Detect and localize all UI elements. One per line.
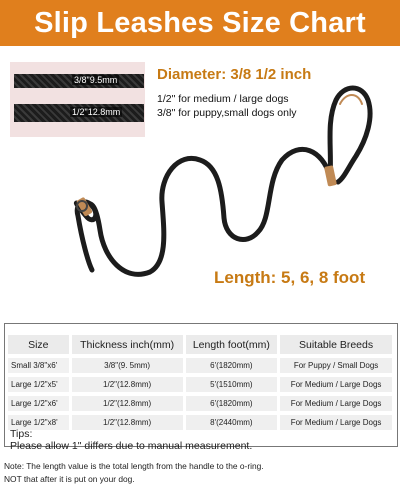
page-title: Slip Leashes Size Chart bbox=[34, 6, 366, 39]
tips-text: Please allow 1" differs due to manual measurement. bbox=[10, 440, 253, 452]
cell-thickness: 1/2"(12.8mm) bbox=[69, 377, 183, 392]
small-thickness-label: 3/8"9.5mm bbox=[74, 75, 118, 85]
leash-rope bbox=[84, 149, 330, 274]
diameter-note-small: 3/8" for puppy,small dogs only bbox=[157, 107, 297, 119]
cell-size: Small 3/8"x6' bbox=[8, 358, 69, 373]
length-heading: Length: 5, 6, 8 foot bbox=[214, 268, 366, 287]
header-length: Length foot(mm) bbox=[183, 335, 278, 354]
cell-length: 5'(1510mm) bbox=[183, 377, 278, 392]
cell-breeds: For Medium / Large Dogs bbox=[277, 415, 392, 430]
cell-thickness: 1/2"(12.8mm) bbox=[69, 396, 183, 411]
cell-thickness: 1/2"(12.8mm) bbox=[69, 415, 183, 430]
tips-label: Tips: bbox=[10, 428, 33, 440]
cell-size: Large 1/2"x6' bbox=[8, 396, 69, 411]
table-row bbox=[8, 377, 392, 392]
header-size: Size bbox=[8, 335, 69, 354]
cell-breeds: For Medium / Large Dogs bbox=[277, 377, 392, 392]
size-table bbox=[8, 331, 392, 434]
header-thickness: Thickness inch(mm) bbox=[69, 335, 183, 354]
cell-length: 6'(1820mm) bbox=[183, 358, 278, 373]
length-note bbox=[4, 460, 264, 485]
diameter-heading: Diameter: 3/8 1/2 inch bbox=[157, 66, 312, 83]
note-line-1: Note: The length value is the total length from the handle to the o-ring. bbox=[4, 461, 264, 471]
cell-breeds: For Medium / Large Dogs bbox=[277, 396, 392, 411]
cell-thickness: 3/8"(9. 5mm) bbox=[69, 358, 183, 373]
cell-length: 6'(1820mm) bbox=[183, 396, 278, 411]
handle-leather-stopper bbox=[324, 165, 337, 186]
cell-size: Large 1/2"x5' bbox=[8, 377, 69, 392]
leash-handle-loop bbox=[330, 88, 370, 182]
header-breeds: Suitable Breeds bbox=[277, 335, 392, 354]
cell-length: 8'(2440mm) bbox=[183, 415, 278, 430]
cell-breeds: For Puppy / Small Dogs bbox=[277, 358, 392, 373]
cell-size: Large 1/2"x8' bbox=[8, 415, 69, 430]
note-line-2: NOT that after it is put on your dog. bbox=[4, 473, 135, 484]
diameter-note-large: 1/2" for medium / large dogs bbox=[157, 93, 289, 105]
large-thickness-label: 1/2"12.8mm bbox=[72, 107, 121, 117]
table-row bbox=[8, 358, 392, 373]
table-row bbox=[8, 396, 392, 411]
table-header-row bbox=[8, 335, 392, 354]
tips-block bbox=[10, 428, 252, 452]
